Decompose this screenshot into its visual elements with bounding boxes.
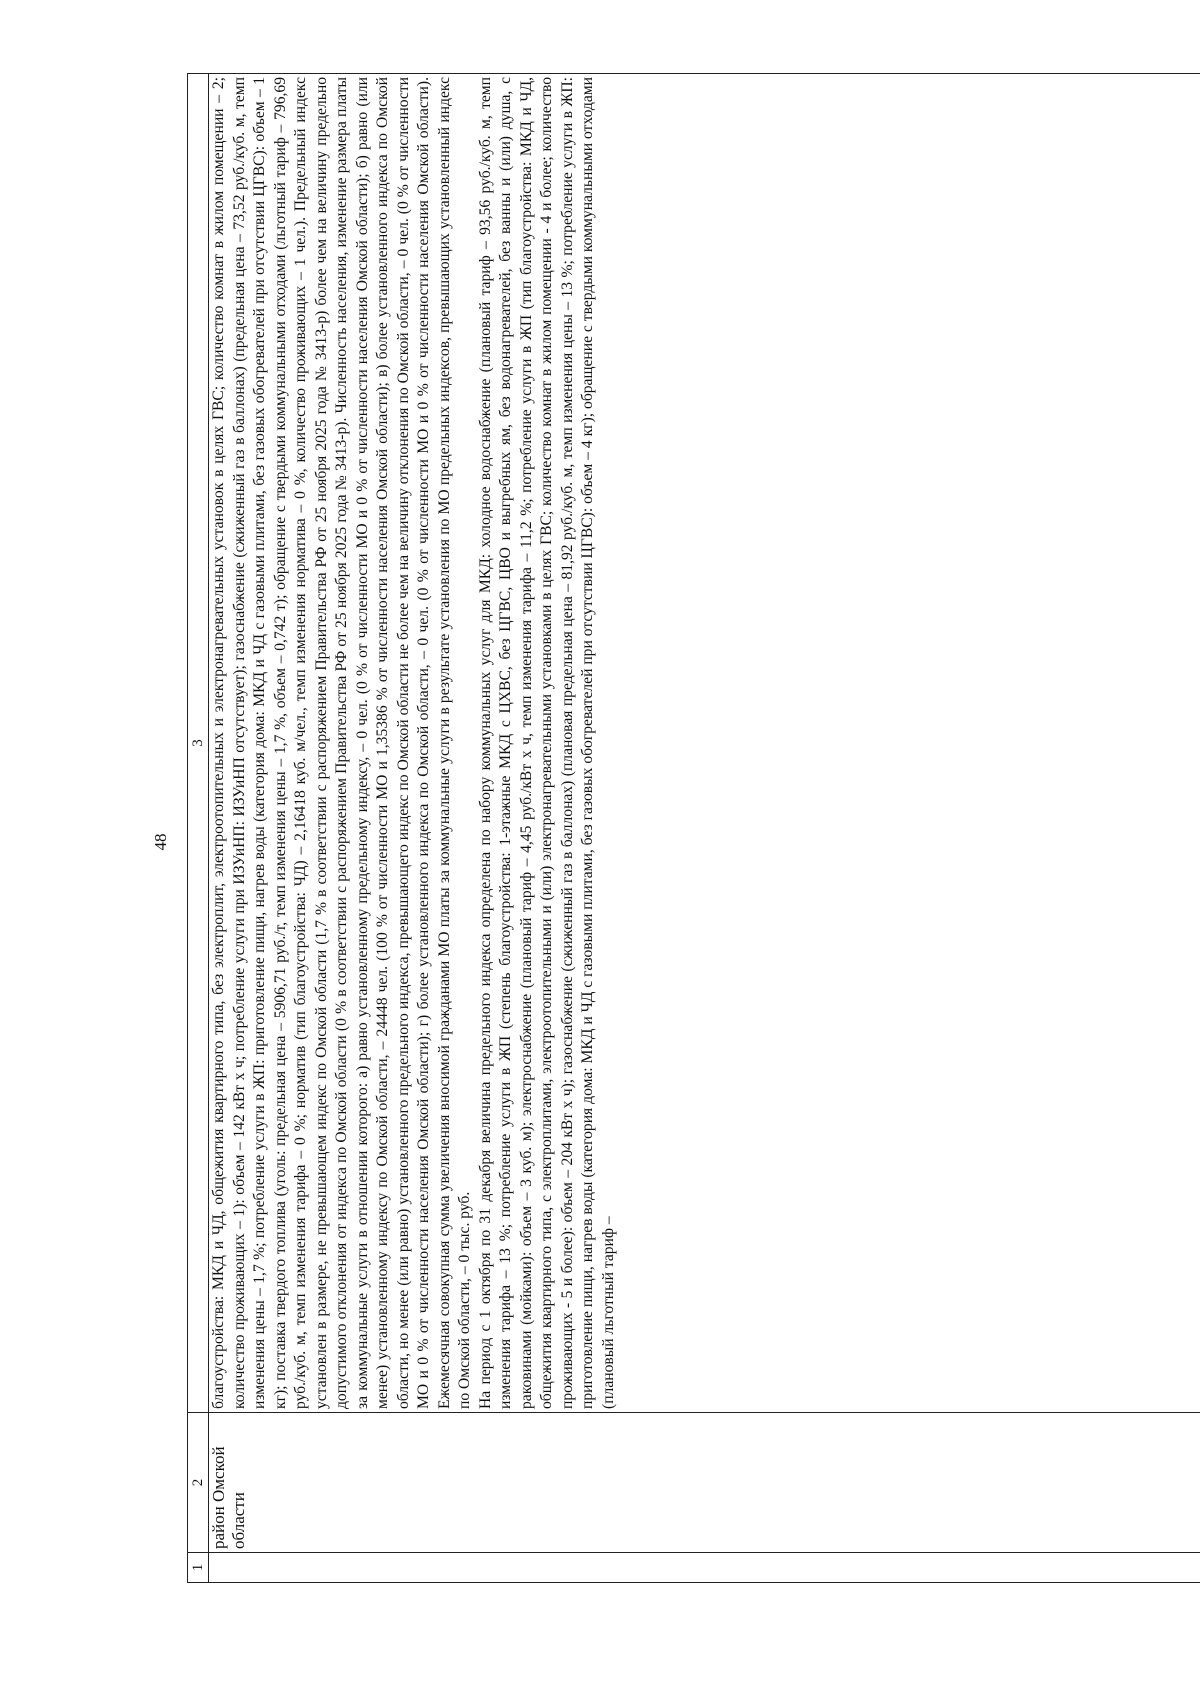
cell-description xyxy=(209,74,1200,1413)
cell-number xyxy=(209,1553,1200,1583)
column-header-2: 2 xyxy=(188,1413,209,1553)
description-paragraph-1: благоустройства: МКД и ЧД, общежития квартирного типа, без электроплит, электроотопительных и электронагревательных установок в целях ГВС; количество комнат в жилом помещении – 2; количество проживающих – 1): объем – 142 кВт х ч; потребление услуги при ИЗУиНП: ИЗУиНП отсутствует); газоснабжение (сжиженный газ в баллонах) (предельная цена – 73,52 руб./куб. м, темп изменения цены – 1,7 %; потребление услуги в ЖП: приготовление пищи, нагрев воды (категория дома: МКД и ЧД с газовыми плитами, без газовых обогревателей при отсутствии ЦГВС): объем – 1 кг); поставка твердого топлива (уголь: предельная цена – 5906,71 руб./т, темп изменения цены – 1,7 %, объем – 0,742 т); обращение с твердыми коммунальными отходами (льготный тариф – 796,69 руб./куб. м, темп изменения тарифа – 0 %; норматив (тип благоустройства: ЧД) – 2,16418 куб. м/чел., темп изменения норматива – 0 %, количество проживающих – 1 чел.). Предельный индекс установлен в размере, не превышающем индекс по Омской области (1,7 % в соответствии с распоряжением Правительства РФ от 25 ноября 2025 года № 3413-р) более чем на величину предельно допустимого отклонения от индекса по Омской области (0 % в соответствии с распоряжением Правительства РФ от 25 ноября 2025 года № 3413-р). Численность населения, изменение размера платы за коммунальные услуги в отношении которого: а) равно установленному предельному индексу, – 0 чел. (0 % от численности МО и 0 % от численности населения Омской области); б) равно (или менее) установленному индексу по Омской области, – 24448 чел. (100 % от численности МО и 1,35386 % от численности населения Омской области); в) более установленного индекса по Омской области, но менее (или равно) установленного предельного индекса, превышающего индекс по Омской области не более чем на величину отклонения по Омской области, – 0 чел. (0 % от численности МО и 0 % от численности населения Омской области); г) более установленного индекса по Омской области, – 0 чел. (0 % от численности МО и 0 % от численности населения Омской области). Ежемесячная совокупная сумма увеличения вносимой гражданами МО платы за коммунальные услуги в результате установления по МО предельных индексов, превышающих установленный индекс по Омской области, – 0 тыс. руб. xyxy=(210,77,473,1409)
description-paragraph-2: На период с 1 октября по 31 декабря величина предельного индекса определена по набору коммунальных услуг для МКД: холодное водоснабжение (плановый тариф – 93,56 руб./куб. м, темп изменения тарифа – 13 %; потребление услуги в ЖП (степень благоустройства: 1-этажные МКД с ЦХВС, без ЦГВС, ЦВО и выгребных ям, без водонагревателей, без ванны и (или) душа, с раковинами (мойками): объем – 3 куб. м); электроснабжение (плановый тариф – 4,45 руб./кВт х ч, темп изменения тарифа – 11,2 %; потребление услуги в ЖП (тип благоустройства: МКД и ЧД, общежития квартирного типа, с электроплитами, электроотопительными и (или) электронагревательными установками в целях ГВС; количество комнат в жилом помещении - 4 и более; количество проживающих - 5 и более): объем – 204 кВт х ч); газоснабжение (сжиженный газ в баллонах) (плановая предельная цена – 81,92 руб./куб. м, темп изменения цены – 13 %; потребление услуги в ЖП: приготовление пищи, нагрев воды (категория дома: МКД и ЧД с газовыми плитами, без газовых обогревателей при отсутствии ЦГВС): объем – 4 кг); обращение с твердыми коммунальными отходами (плановый льготный тариф – xyxy=(476,77,617,1409)
table-row xyxy=(209,74,1200,1583)
cell-region: район Омской области xyxy=(209,1413,1200,1553)
column-header-1: 1 xyxy=(188,1553,209,1583)
column-header-3: 3 xyxy=(188,74,209,1413)
table-header-row xyxy=(188,74,209,1583)
page-number: 48 xyxy=(151,833,170,851)
data-table xyxy=(187,73,1200,1583)
rotated-table-container xyxy=(187,73,1200,1583)
